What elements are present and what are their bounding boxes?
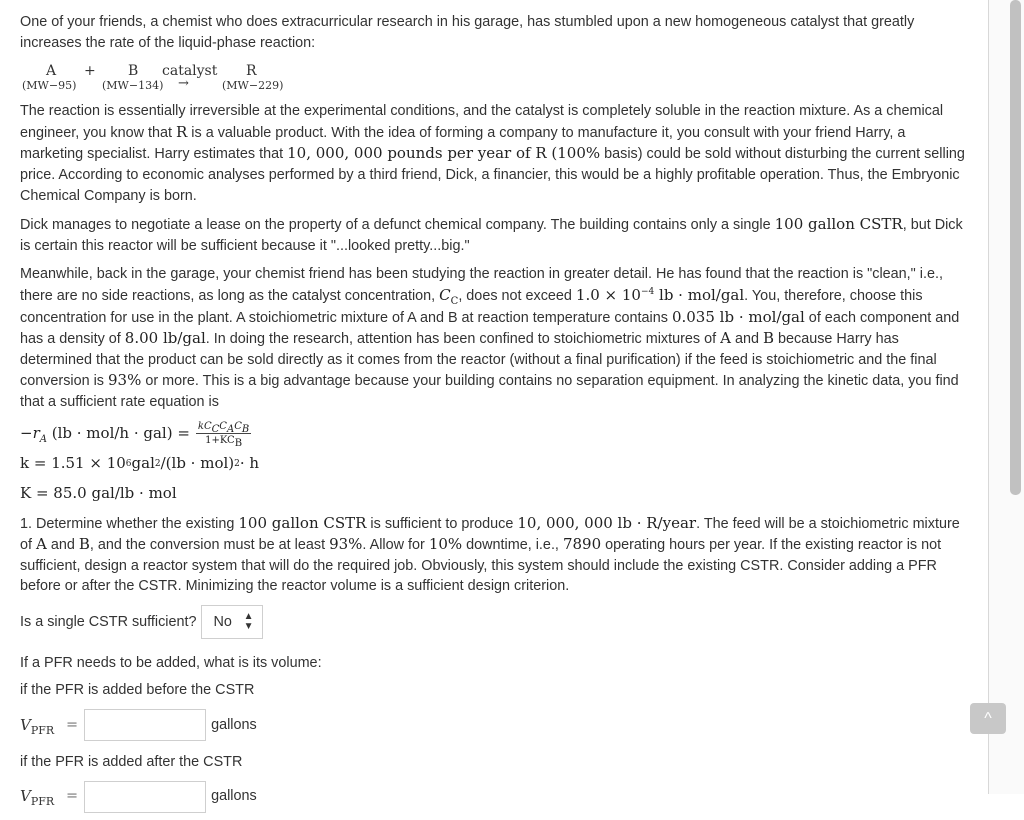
vpfr-before-input[interactable] [84,709,206,741]
k-constant: k = 1.51 × 10 6 gal 2 /(lb · mol) 2 · h [20,454,260,473]
reactant-a-mw: (MW−95) [22,79,77,93]
updown-arrows-icon: ▲ ▼ [243,610,254,632]
product-r-mw: (MW−229) [222,79,284,93]
reaction-arrow: → [178,76,189,92]
intro-text: One of your friends, a chemist who does extracurricular research in his garage, has stumbled upon a new homogeneous catalyst that greatly increases the rate of the liquid-phase reaction: [20,14,915,51]
reactant-a: A [46,63,57,80]
sufficient-select[interactable] [201,605,263,639]
rate-equation: $-r_A$ (lb · mol/h · gal) = $\frac{kC_CC_AC_B}{1+KC_B}$ [20,421,250,449]
reaction-equation [20,61,965,95]
question-1-text: 1. Determine whether the existing 100 gallon CSTR is sufficient to produce 10, 000, 000 lb · R/year. The feed will be a stoichiometric mixture of A and B, and the conversion must be at least 93%. Allow for 10% downtime, i.e., 7890 operating hours per year. If the existing reactor is not sufficient, design a reactor system that will do the required job. Obviously, this system should include the existing CSTR. Consider adding a PFR before or after the CSTR. Minimizing the reactor volume is a sufficient design criterion. [20,513,960,595]
reactant-b: B [128,63,139,80]
unit-label: gallons [211,716,257,733]
plus-sign: + [84,63,96,80]
sufficient-question-row [20,605,965,639]
paragraph-reactor: Dick manages to negotiate a lease on the property of a defunct chemical company. The building contains only a single 100 gallon CSTR, but Dick is certain this reactor will be sufficient because it "...looked pretty...big." [20,215,963,254]
equals-sign: = [66,788,79,805]
pfr-prompt: If a PFR needs to be added, what is its volume: [20,654,322,671]
vpfr-after-symbol: $V_{PFR}$ [20,787,55,809]
scroll-to-top-button[interactable] [970,703,1006,734]
paragraph-company: The reaction is essentially irreversible at the experimental conditions, and the catalyst is completely soluble in the reaction mixture. As a chemical engineer, you know that R is a valuable product. With the idea of forming a company to manufacture it, you consult with your friend Harry, a marketing specialist. Harry estimates that 10, 000, 000 pounds per year of R (100% basis) could be sold without disturbing the current selling price. According to economic analyses performed by a third friend, Dick, a financier, this would be a highly profitable operation. Thus, the Embryonic Chemical Company is born. [20,103,965,204]
sufficient-select-value: No [213,613,232,630]
scrollbar-thumb[interactable] [1010,0,1021,495]
equals-sign: = [66,716,79,733]
sufficient-question-label: Is a single CSTR sufficient? [20,613,197,630]
page-scrollbar[interactable] [988,0,1024,794]
problem-content [20,12,965,820]
paragraph-kinetics: Meanwhile, back in the garage, your chemist friend has been studying the reaction in greater detail. He has found that the reaction is "clean," i.e., there are no side reactions, as long as the catalyst concentration, $C_C$, does not exceed $1.0 \times 10^{-4}$ lb · mol/gal. You, therefore, choose this concentration for use in the plant. A stoichiometric mixture of A and B at reaction temperature contains 0.035 lb · mol/gal of each component and has a density of 8.00 lb/gal. In doing the research, attention has been confined to stoichiometric mixtures of A and B because Harry has determined that the product can be sold directly as it comes from the reactor (without a final purification) if the feed is stoichiometric and the final conversion is 93% or more. This is a big advantage because your building contains no separation equipment. In analyzing the kinetic data, you find that a sufficient rate equation is [20,266,960,410]
rate-fraction: $\frac{kC_CC_AC_B}{1+KC_B}$ [197,421,250,449]
reactant-b-mw: (MW−134) [102,79,164,93]
vpfr-before-row [20,708,965,742]
product-r: R [246,63,257,80]
vpfr-before-symbol: $V_{PFR}$ [20,715,55,737]
after-label: if the PFR is added after the CSTR [20,754,243,771]
catalyst-label: catalyst [162,63,218,80]
K-constant: K = 85.0 gal/lb · mol [20,484,177,503]
vpfr-after-input[interactable] [84,781,206,813]
before-label: if the PFR is added before the CSTR [20,682,255,699]
vpfr-after-row [20,780,965,814]
chevron-up-icon: ^ [984,709,992,727]
unit-label: gallons [211,788,257,805]
